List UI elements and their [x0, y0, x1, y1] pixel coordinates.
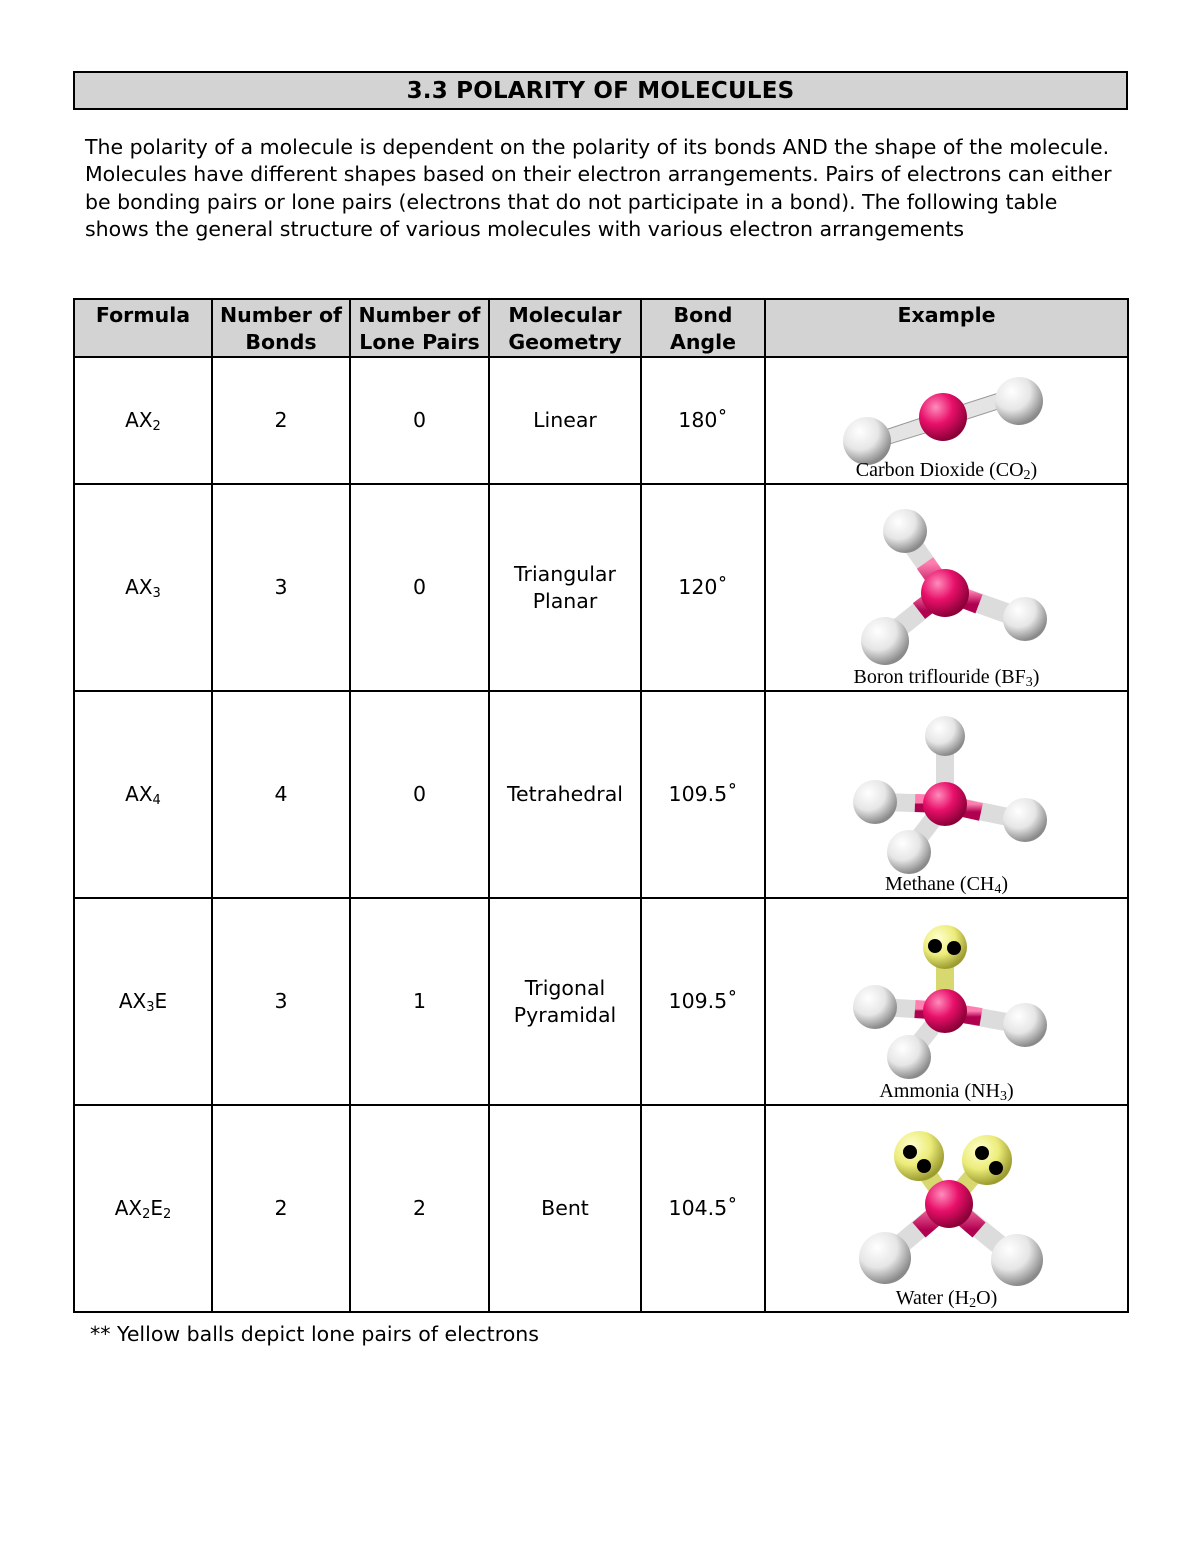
formula-cell: $AX_2$ — [74, 357, 212, 484]
example-caption: Carbon Dioxide $(CO_2)$ — [855, 459, 1038, 483]
header-number-of-lone-pairs: Number of Lone Pairs — [350, 299, 489, 357]
ammonia-model — [827, 913, 1067, 1091]
geometry-cell: Triangular Planar — [489, 484, 641, 691]
header-number-of-bonds: Number of Bonds — [212, 299, 350, 357]
formula-cell: $AX_2E_2$ — [74, 1105, 212, 1312]
table-row — [74, 484, 1128, 691]
header-bond-angle: Bond Angle — [641, 299, 765, 357]
table-row — [74, 691, 1128, 898]
intro-paragraph: The polarity of a molecule is dependent on the polarity of its bonds AND the shape of the molecule. Molecules have different shapes based on their electron arrangements. Pairs of electrons can either be bonding pairs or lone pairs (electrons that do not participate in a bond). The following table shows the general structure of various molecules with various electron arrangements — [85, 135, 1112, 241]
bonds-cell: 2 — [212, 1105, 350, 1312]
table-header-row — [74, 299, 1128, 357]
lone-pairs-cell: 2 — [350, 1105, 489, 1312]
bond-angle-cell: 180˚ — [641, 357, 765, 484]
bonds-cell: 3 — [212, 898, 350, 1105]
header-molecular-geometry: Molecular Geometry — [489, 299, 641, 357]
bonds-cell: 2 — [212, 357, 350, 484]
geometry-cell: Trigonal Pyramidal — [489, 898, 641, 1105]
bond-angle-cell: 109.5˚ — [641, 691, 765, 898]
geometry-cell: Bent — [489, 1105, 641, 1312]
bond-angle-cell: 104.5˚ — [641, 1105, 765, 1312]
molecular-geometry-table — [73, 298, 1129, 1313]
table-row — [74, 1105, 1128, 1312]
example-caption: Methane $(CH_4)$ — [884, 873, 1009, 897]
formula-cell: $AX_3$ — [74, 484, 212, 691]
lone-pairs-cell: 0 — [350, 691, 489, 898]
water-model — [827, 1120, 1067, 1298]
bonds-cell: 3 — [212, 484, 350, 691]
geometry-cell: Tetrahedral — [489, 691, 641, 898]
lone-pairs-cell: 0 — [350, 484, 489, 691]
header-example: Example — [765, 299, 1128, 357]
geometry-cell: Linear — [489, 357, 641, 484]
example-caption: Boron triflouride $(BF_3)$ — [853, 666, 1040, 690]
bond-angle-cell: 120˚ — [641, 484, 765, 691]
table-row — [74, 898, 1128, 1105]
carbon-dioxide-model — [827, 373, 1067, 469]
formula-cell: $AX_4$ — [74, 691, 212, 898]
example-cell — [765, 1105, 1128, 1312]
methane-model — [827, 706, 1067, 884]
example-cell — [765, 484, 1128, 691]
example-cell — [765, 898, 1128, 1105]
formula-cell: $AX_3E$ — [74, 898, 212, 1105]
example-cell — [765, 357, 1128, 484]
boron-trifluoride-model — [827, 499, 1067, 677]
lone-pairs-cell: 1 — [350, 898, 489, 1105]
table-row — [74, 357, 1128, 484]
lone-pairs-cell: 0 — [350, 357, 489, 484]
footnote: ** Yellow balls depict lone pairs of electrons — [90, 1322, 539, 1346]
bonds-cell: 4 — [212, 691, 350, 898]
example-caption: Ammonia $(NH_3)$ — [879, 1080, 1014, 1104]
header-formula: Formula — [74, 299, 212, 357]
page-title: 3.3 POLARITY OF MOLECULES — [73, 71, 1128, 110]
example-caption: Water $(H_2O)$ — [895, 1287, 998, 1311]
bond-angle-cell: 109.5˚ — [641, 898, 765, 1105]
example-cell — [765, 691, 1128, 898]
